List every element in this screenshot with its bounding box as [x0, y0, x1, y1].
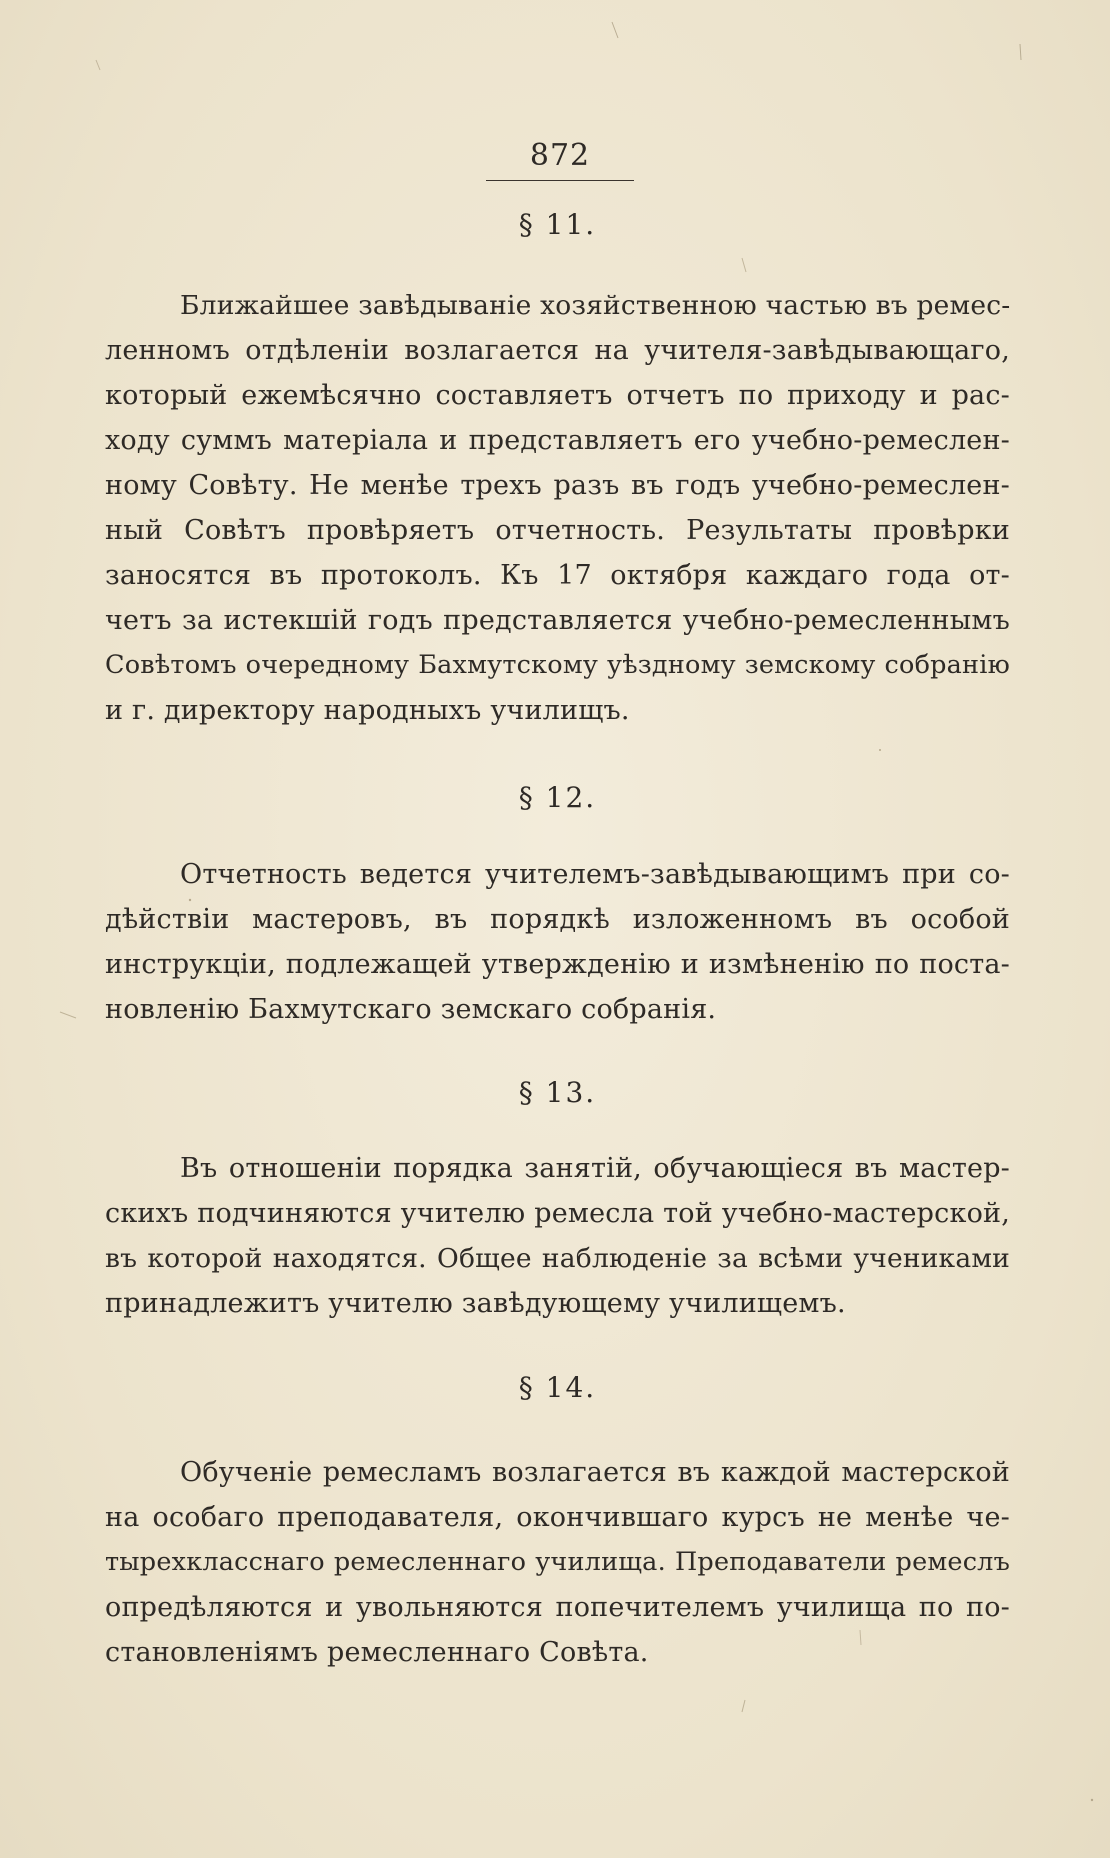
- text-line: становленіямъ ремесленнаго Совѣта.: [105, 1637, 649, 1668]
- text-line: въ которой находятся. Общее наблюденіе за всѣми учениками: [105, 1243, 1010, 1274]
- text-line: Въ отношеніи порядка занятій, обучающіеся въ мастер-: [180, 1153, 1010, 1184]
- text-line: ному Совѣту. Не менѣе трехъ разъ въ годъ учебно-ремеслен-: [105, 470, 1010, 501]
- section-heading-12: § 12.: [518, 781, 597, 814]
- section-14-paragraph: [105, 1450, 1010, 1675]
- text-line: ходу суммъ матеріала и представляетъ его учебно-ремеслен-: [105, 425, 1010, 456]
- text-line: Совѣтомъ очередному Бахмутскому уѣздному земскому собранію: [105, 650, 1010, 680]
- text-line: принадлежитъ учителю завѣдующему училищемъ.: [105, 1288, 846, 1319]
- text-line: тырехкласснаго ремесленнаго училища. Преподаватели ремеслъ: [105, 1547, 1010, 1577]
- text-line: опредѣляются и увольняются попечителемъ училища по по-: [105, 1592, 1010, 1623]
- section-11-paragraph: [105, 283, 1010, 733]
- text-line: инструкціи, подлежащей утвержденію и измѣненію по поста-: [105, 949, 1010, 980]
- page-number-rule: [486, 180, 634, 181]
- text-line: который ежемѣсячно составляетъ отчетъ по приходу и рас-: [105, 380, 1010, 411]
- section-heading-11: § 11.: [518, 208, 597, 241]
- text-line: и г. директору народныхъ училищъ.: [105, 695, 630, 726]
- section-heading-14: § 14.: [518, 1371, 597, 1404]
- text-line: ленномъ отдѣленіи возлагается на учителя-завѣдывающаго,: [105, 335, 1010, 366]
- text-line: Обученіе ремесламъ возлагается въ каждой мастерской: [180, 1457, 1010, 1488]
- page-number: 872: [529, 138, 591, 173]
- text-line: дѣйствіи мастеровъ, въ порядкѣ изложенномъ въ особой: [105, 904, 1010, 935]
- text-line: новленію Бахмутскаго земскаго собранія.: [105, 994, 717, 1025]
- text-line: заносятся въ протоколъ. Къ 17 октября каждаго года от-: [105, 560, 1010, 591]
- text-line: на особаго преподавателя, окончившаго курсъ не менѣе че-: [105, 1502, 1010, 1533]
- text-line: Ближайшее завѣдываніе хозяйственною частью въ ремес-: [180, 290, 1011, 321]
- text-line: четъ за истекшій годъ представляется учебно-ремесленнымъ: [105, 605, 1010, 636]
- text-line: ный Совѣтъ провѣряетъ отчетность. Результаты провѣрки: [105, 515, 1010, 546]
- section-12-paragraph: [105, 852, 1010, 1032]
- section-heading-13: § 13.: [518, 1076, 597, 1109]
- text-line: скихъ подчиняются учителю ремесла той учебно-мастерской,: [105, 1198, 1010, 1229]
- section-13-paragraph: [105, 1146, 1010, 1326]
- text-line: Отчетность ведется учителемъ-завѣдывающимъ при со-: [180, 859, 1010, 890]
